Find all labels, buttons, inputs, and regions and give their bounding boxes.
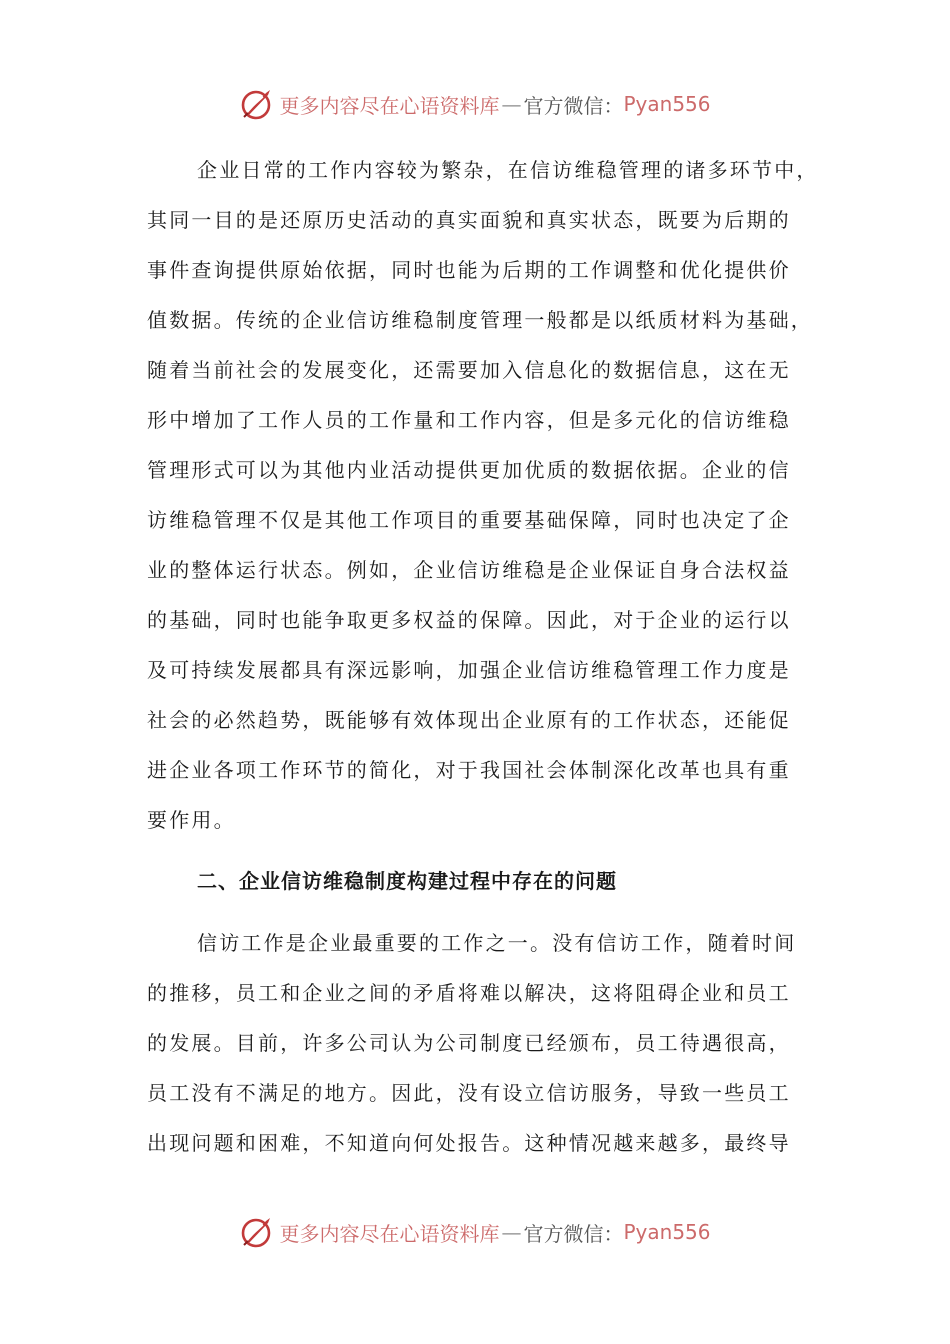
text-line: 管理形式可以为其他内业活动提供更加优质的数据依据。企业的信 xyxy=(147,458,791,482)
header-banner xyxy=(0,84,950,124)
site-name: 更多内容尽在心语资料库 xyxy=(279,1221,500,1246)
paragraph-1 xyxy=(147,145,819,845)
text-line: 其同一目的是还原历史活动的真实面貌和真实状态，既要为后期的 xyxy=(147,208,791,232)
text-line: 的推移，员工和企业之间的矛盾将难以解决，这将阻碍企业和员工 xyxy=(147,981,791,1005)
text-line: 出现问题和困难，不知道向何处报告。这种情况越来越多，最终导 xyxy=(147,1131,791,1155)
text-line: 事件查询提供原始依据，同时也能为后期的工作调整和优化提供价 xyxy=(147,258,791,282)
text-line: 的发展。目前，许多公司认为公司制度已经颁布，员工待遇很高， xyxy=(147,1031,791,1055)
quill-pen-in-circle-icon xyxy=(239,1214,275,1250)
text-line: 及可持续发展都具有深远影响，加强企业信访维稳管理工作力度是 xyxy=(147,658,791,682)
site-name: 更多内容尽在心语资料库 xyxy=(279,93,500,118)
separator-dash: — xyxy=(501,92,522,116)
text-line: 业的整体运行状态。例如，企业信访维稳是企业保证自身合法权益 xyxy=(147,558,791,582)
wechat-id: Pyan556 xyxy=(623,92,711,116)
wechat-label: 官方微信： xyxy=(523,93,624,118)
paragraph-1-text xyxy=(147,145,819,845)
text-line: 进企业各项工作环节的简化，对于我国社会体制深化改革也具有重 xyxy=(147,758,791,782)
separator-dash: — xyxy=(501,1220,522,1244)
text-line: 信访工作是企业最重要的工作之一。没有信访工作，随着时间 xyxy=(197,931,797,955)
text-line: 要作用。 xyxy=(147,808,236,832)
wechat-id: Pyan556 xyxy=(623,1220,711,1244)
text-line: 随着当前社会的发展变化，还需要加入信息化的数据信息，这在无 xyxy=(147,358,791,382)
text-line: 企业日常的工作内容较为繁杂，在信访维稳管理的诸多环节中， xyxy=(197,158,819,182)
wechat-label: 官方微信： xyxy=(523,1221,624,1246)
text-line: 员工没有不满足的地方。因此，没有设立信访服务，导致一些员工 xyxy=(147,1081,791,1105)
text-line: 值数据。传统的企业信访维稳制度管理一般都是以纸质材料为基础， xyxy=(147,308,813,332)
paragraph-2 xyxy=(147,918,807,1168)
footer-banner xyxy=(0,1212,950,1252)
text-line: 的基础，同时也能争取更多权益的保障。因此，对于企业的运行以 xyxy=(147,608,791,632)
text-line: 形中增加了工作人员的工作量和工作内容，但是多元化的信访维稳 xyxy=(147,408,791,432)
text-line: 社会的必然趋势，既能够有效体现出企业原有的工作状态，还能促 xyxy=(147,708,791,732)
quill-pen-in-circle-icon xyxy=(239,86,275,122)
paragraph-2-text xyxy=(147,918,807,1168)
section-heading: 二、企业信访维稳制度构建过程中存在的问题 xyxy=(197,869,617,893)
text-line: 访维稳管理不仅是其他工作项目的重要基础保障，同时也决定了企 xyxy=(147,508,791,532)
